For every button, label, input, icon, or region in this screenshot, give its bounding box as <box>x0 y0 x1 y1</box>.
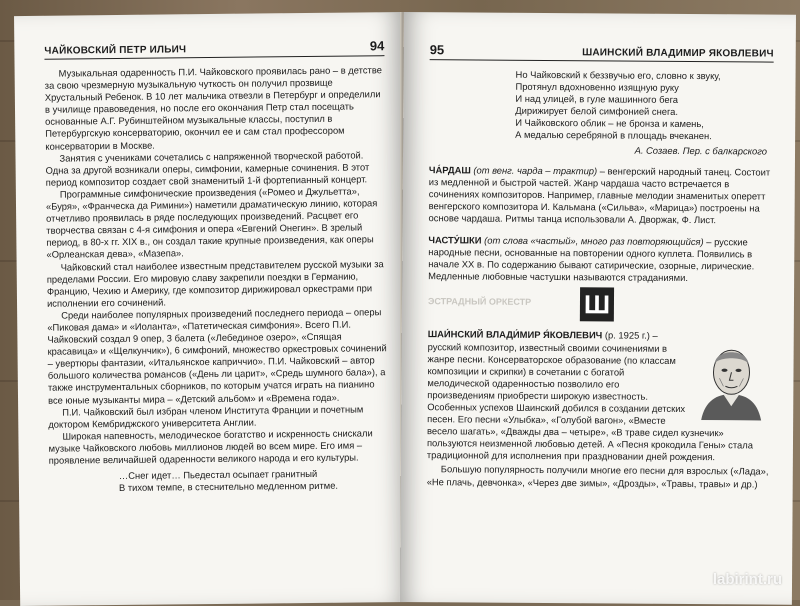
right-verse <box>515 69 774 143</box>
bio-text-continued: Большую популярность получили многие его песни для взрослых («Лада», «Не плачь, девчонка», «Через две зимы», «Дрозды», «Травы, травы» и др.) <box>426 463 769 490</box>
verse-line: И Чайковского облик – не бронза и камень, <box>515 117 704 130</box>
entry-definition: – венгерский народный танец. Состоит из медленной и быстрой частей. Жанр чардаша часто встречается в сочинениях композиторов. Например, главные мелодии знаменитых оперетт венгерского композитора И. Кальмана («Сильва», «Марица») построены на основе чардаша. Ритмы танца использовали А. Дворжак, Ф. Лист. <box>428 164 771 226</box>
bio-text: русский композитор, известный своими сочинениями в жанре песни. Консерваторское образование (по классам композиции и скрипки) в сочетании с богатой мелодической одаренностью позволило его произведениям приобрести широкую известность. Особенных успехов Шаинский добился в создании детских песен. Его песни «Улыбка», «Голубой вагон», «Вместе весело шагать», «Дважды два – четыре», «В траве сидел кузнечик» пользуются неизменной любовью детей. А «Песня крокодила Гены» стала традиционной для исполнения при праздновании дней рождения. <box>426 340 754 463</box>
left-page-number: 94 <box>369 38 385 54</box>
entry-chardash <box>429 164 773 227</box>
entry-term: ЧА́РДАШ <box>428 163 471 176</box>
biography-entry <box>427 329 772 491</box>
right-page-number: 95 <box>429 42 445 58</box>
entry-etymology: (от слова «частый», много раз повторяющийся) <box>484 234 704 248</box>
composer-portrait-image <box>691 334 772 421</box>
left-paragraph: Среди наиболее популярных произведений последнего периода – оперы «Пиковая дама» и «Иоланта», «Патетическая симфония». Всего П.И. Чайковский создал 9 опер, 3 балета («Лебединое озеро», «Спящая красавица» и «Щелкунчик»), 6 симфоний, множество оркестровых сочинений – увертюры фантазии, «Итальянское каприччио». П.И. Чайковский – автор большого количества романсов («День ли царит», «Средь шумного бала»), а также инструментальных сборников, по которым учатся играть на пианино все юные музыканты мира – «Детский альбом» и «Времена года». <box>47 306 387 406</box>
left-verse <box>119 467 389 494</box>
left-paragraph: Широкая напевность, мелодическое богатство и искренность снискали музыке Чайковского любовь миллионов людей во всем мире. Его имя – проявление величайшей одаренности великого народа и его культуры. <box>48 427 373 466</box>
section-divider <box>427 289 772 325</box>
bio-year: (р. 1925 г.) – <box>602 329 658 342</box>
right-header-name: ШАИНСКИЙ ВЛАДИМИР ЯКОВЛЕВИЧ <box>582 47 774 60</box>
section-letter: Ш <box>580 288 614 322</box>
entry-term: ЧАСТУ́ШКИ <box>428 234 482 246</box>
bleed-through-text: ЭСТРАДНЫЙ ОРКЕСТР <box>427 296 532 308</box>
left-paragraph: П.И. Чайковский был избран членом Института Франции и почетным доктором Кембриджского университета Англии. <box>48 403 364 430</box>
left-header-name: ЧАЙКОВСКИЙ ПЕТР ИЛЬИЧ <box>44 44 187 57</box>
entry-etymology: (от венг. чарда – трактир) <box>473 164 598 176</box>
right-running-head <box>430 42 774 62</box>
left-running-head <box>44 38 384 60</box>
verse-line: А медалью серебряной в площадь вчеканен. <box>515 129 712 142</box>
verse-signature: А. Созаев. Пер. с балкарского <box>634 144 768 157</box>
verse-line: Но Чайковский к беззвучью его, словно к звуку, <box>515 68 721 82</box>
open-book <box>14 12 794 602</box>
watermark: labirint.ru <box>712 571 782 588</box>
entry-chastushki <box>428 234 772 285</box>
verse-line: В тихом темпе, в стеснительно медленном ритме. <box>118 479 339 494</box>
left-paragraph: Программные симфонические произведения («Ромео и Джульетта», «Буря», «Франческа да Римини») наметили драматическую линию, которая отчетливо проявилась в ряде последующих произведений. Расцвет его творчества связан с 4-я симфония и опера «Евгений Онегин». В зрелый период, в 80-х гг. XIX в., он создал такие крупные произведения, как оперы «Орлеанская дева», «Мазепа». <box>45 185 378 261</box>
bio-term: ШАИ́НСКИЙ ВЛАДИ́МИР Я́КОВЛЕВИЧ <box>427 328 603 341</box>
verse-line: …Снег идет… Пьедестал осыпает гранитный <box>118 468 318 482</box>
verse-line: И над улицей, в гуле машинного бега <box>515 92 679 106</box>
right-page <box>400 12 796 605</box>
verse-line: Дирижирует белой симфонией снега. <box>515 105 679 118</box>
left-paragraph: Чайковский стал наиболее известным представителем русской музыки за пределами России. Его мировую славу закрепили поездки в Германию, Францию, Чехию и Америку, где композитор дирижировал оркестрами при исполнении его сочинений. <box>46 257 384 309</box>
left-paragraph: Занятия с учениками сочетались с напряженной творческой работой. Одна за другой возникали оперы, симфонии, камерные сочинения. В этот период композитор создает свой знаменитый 1-й фортепианный концерт. <box>45 149 370 188</box>
verse-line: Протянул вдохновенно изящную руку <box>515 80 679 94</box>
left-page <box>14 12 408 606</box>
entry-definition: – русские народные песни, основанные на повторении одного куплета. Появились в начале XX в. По содержанию бывают сатирические, озорные, лирические. Медленные любовные частушки называются страданиями. <box>428 236 755 284</box>
left-paragraph: Музыкальная одаренность П.И. Чайковского проявилась рано – в детстве за свою чрезмерную музыкальную чуткость он получил прозвище Хрустальный Ребенок. В 10 лет мальчика отвезли в Петербург и определили в училище правоведения, но после его окончания Петр стал посещать основанные А.Г. Рубинштейном музыкальные классы, поступил в Петербургскую консерваторию, окончил ее и сам стал профессором консерватории в Москве. <box>44 64 382 152</box>
